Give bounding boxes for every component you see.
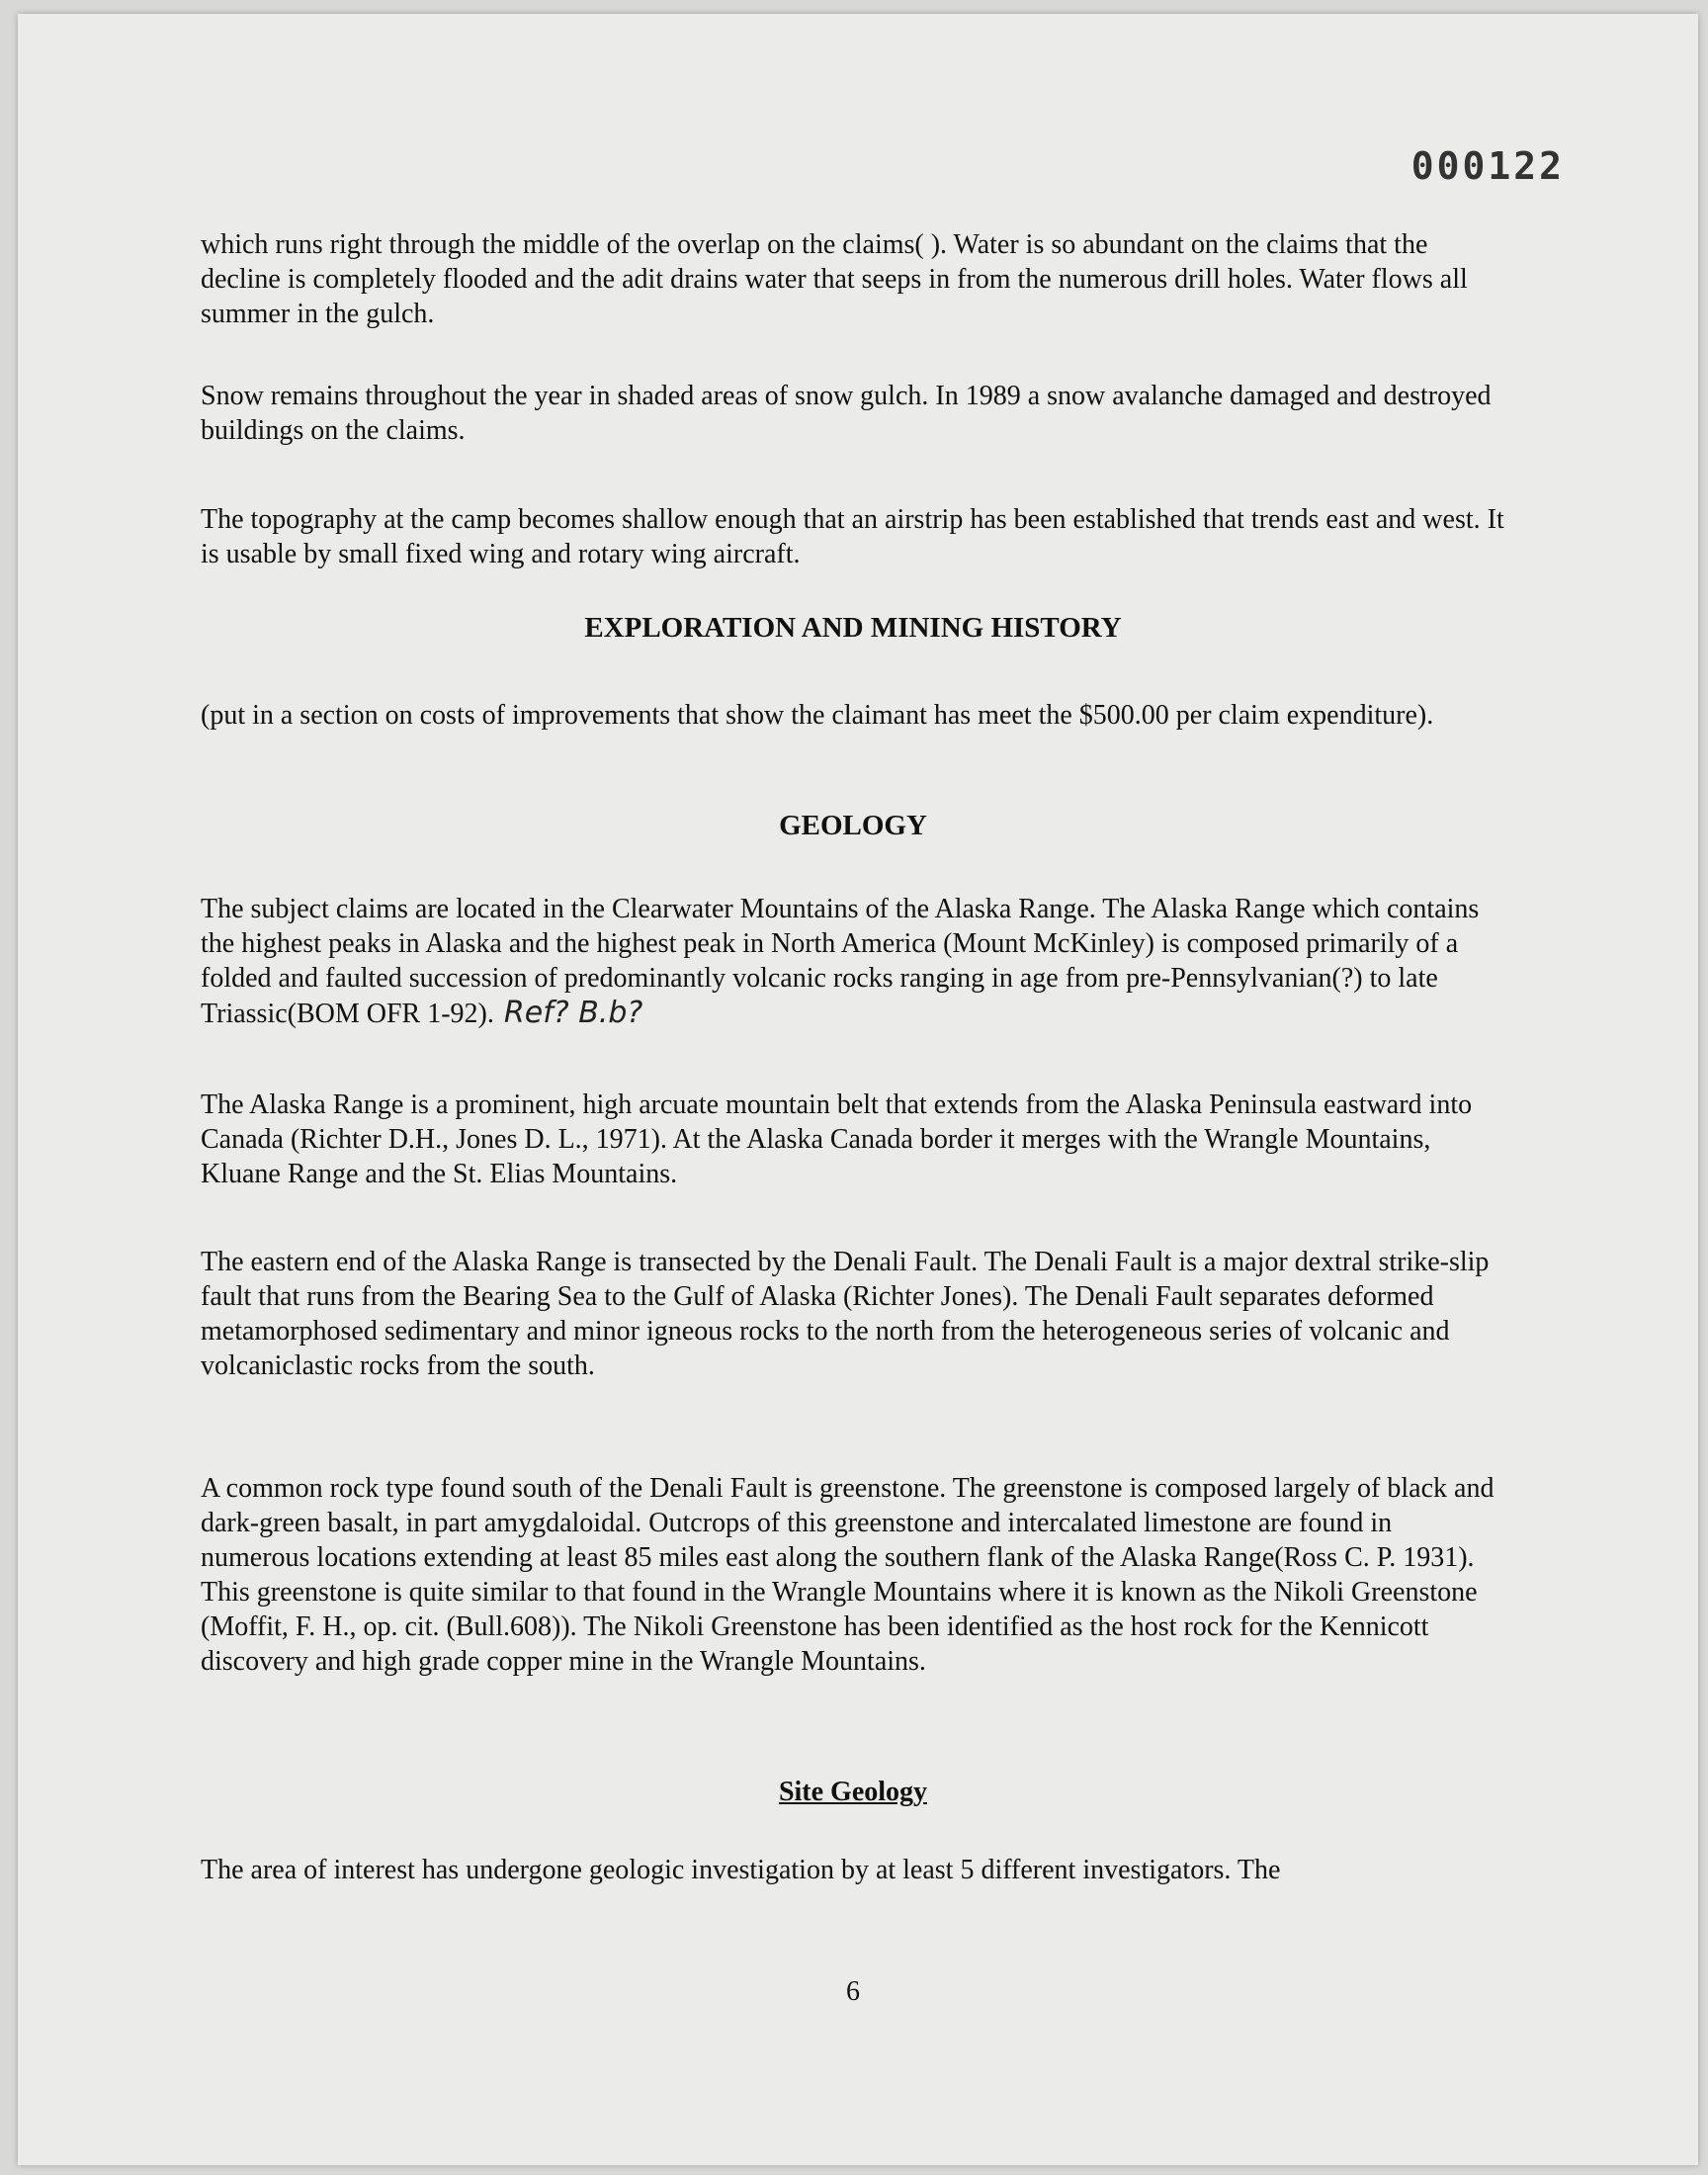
paragraph-clearwater-text: The subject claims are located in the Clearwater Mountains of the Alaska Range. The Alaska Range which contains the highest peaks in Alaska and the highest peak in North America (Mount McKinley) is composed primarily of a folded and faulted succession of predominantly volcanic rocks ranging in age from pre-Pennsylvanian(?) to late Triassic(BOM OFR 1-92).: [201, 894, 1480, 1029]
paragraph-water: which runs right through the middle of the overlap on the claims( ). Water is so abundant on the claims that the decline is completely flooded and the adit drains water that seeps in from the numerous drill holes. Water flows all summer in the gulch.: [201, 229, 1468, 329]
paragraph-greenstone: A common rock type found south of the Denali Fault is greenstone. The greenstone is composed largely of black and dark-green basalt, in part amygdaloidal. Outcrops of this greenstone and intercalated limestone are found in numerous locations extending at least 85 miles east along the southern flank of the Alaska Range(Ross C. P. 1931). This greenstone is quite similar to that found in the Wrangle Mountains where it is known as the Nikoli Greenstone (Moffit, F. H., op. cit. (Bull.608)). The Nikoli Greenstone has been identified as the host rock for the Kennicott discovery and high grade copper mine in the Wrangle Mountains.: [201, 1473, 1494, 1677]
paragraph-topography: The topography at the camp becomes shallow enough that an airstrip has been established that trends east and west. It is usable by small fixed wing and rotary wing aircraft.: [201, 504, 1504, 569]
paragraph-clearwater: [201, 892, 1505, 1031]
heading-site-geology: Site Geology: [778, 1777, 928, 1807]
page-stamp: 000122: [1410, 144, 1565, 188]
paragraph-denali-fault: The eastern end of the Alaska Range is transected by the Denali Fault. The Denali Fault is a major dextral strike-slip fault that runs from the Bearing Sea to the Gulf of Alaska (Richter Jones). The Denali Fault separates deformed metamorphosed sedimentary and minor igneous rocks to the north from the heterogeneous series of volcanic and volcaniclastic rocks from the south.: [201, 1247, 1490, 1381]
heading-geology: GEOLOGY: [779, 810, 927, 841]
document-page: [18, 14, 1698, 2165]
paragraph-snow: Snow remains throughout the year in shaded areas of snow gulch. In 1989 a snow avalanche damaged and destroyed buildings on the claims.: [201, 381, 1492, 446]
page-number: 6: [846, 1976, 860, 2007]
paragraph-area-of-interest: The area of interest has undergone geologic investigation by at least 5 different investigators. The: [201, 1855, 1281, 1885]
heading-exploration: EXPLORATION AND MINING HISTORY: [584, 612, 1122, 644]
paragraph-alaska-range: The Alaska Range is a prominent, high arcuate mountain belt that extends from the Alaska Peninsula eastward into Canada (Richter D.H., Jones D. L., 1971). At the Alaska Canada border it merges with the Wrangle Mountains, Kluane Range and the St. Elias Mountains.: [201, 1089, 1473, 1189]
handwritten-note: Ref? B.b?: [503, 996, 643, 1030]
paragraph-costs: (put in a section on costs of improvements that show the claimant has meet the $500.00 per claim expenditure).: [201, 700, 1434, 731]
